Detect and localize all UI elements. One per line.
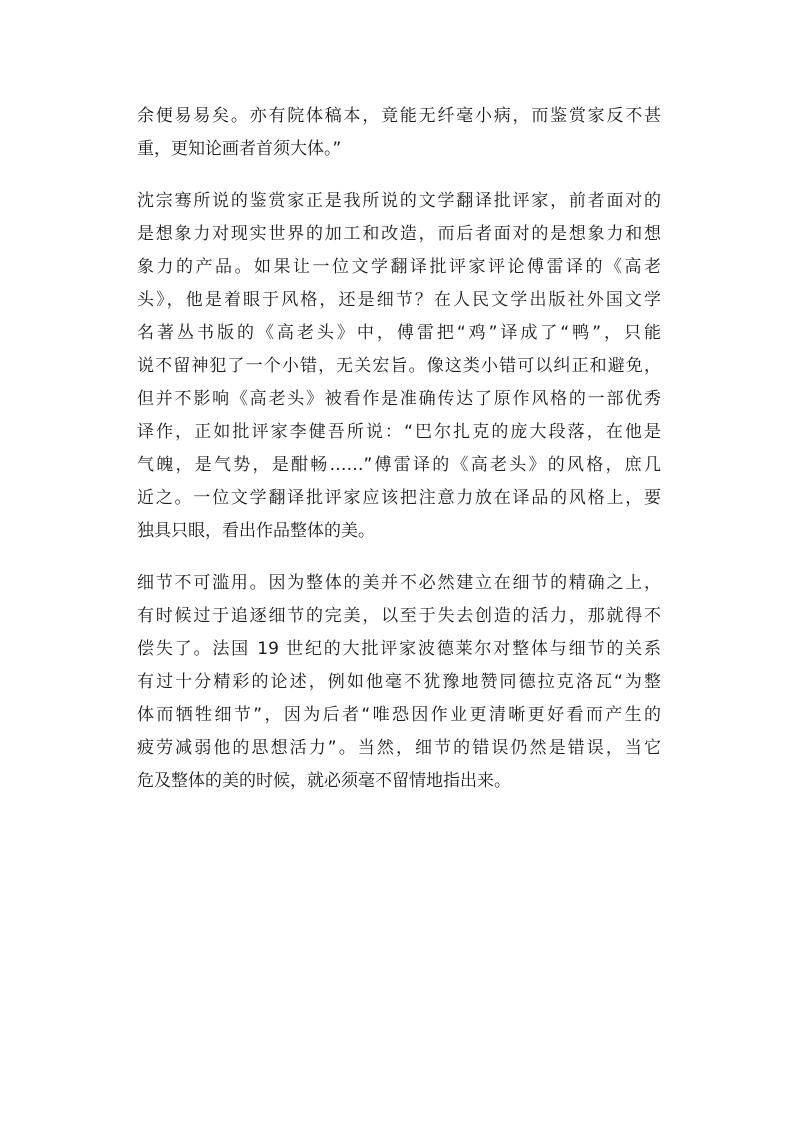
text-line: 译作，正如批评家李健吾所说：“巴尔扎克的庞大段落，在他是 <box>137 422 661 442</box>
document-body <box>137 100 661 817</box>
text-line: 沈宗骞所说的鉴赏家正是我所说的文学翻译批评家，前者面对的 <box>137 191 661 211</box>
text-line: 疲劳减弱他的思想活力”。当然，细节的错误仍然是错误，当它 <box>137 738 661 758</box>
text-line: 危及整体的美的时候，就必须毫不留情地指出来。 <box>137 771 511 791</box>
text-line: 体而牺牲细节”，因为后者“唯恐因作业更清晰更好看而产生的 <box>137 705 661 725</box>
text-line: 偿失了。法国 19 世纪的大批评家波德莱尔对整体与细节的关系 <box>137 639 661 659</box>
text-line: 重，更知论画者首须大体。” <box>137 139 342 159</box>
text-line: 独具只眼，看出作品整体的美。 <box>137 521 375 541</box>
text-line: 余便易易矣。亦有院体稿本，竟能无纤毫小病，而鉴赏家反不甚 <box>137 106 661 126</box>
text-line: 象力的产品。如果让一位文学翻译批评家评论傅雷译的《高老 <box>137 257 661 277</box>
text-line: 气魄，是气势，是酣畅……”傅雷译的《高老头》的风格，庶几 <box>137 455 661 475</box>
text-line: 有过十分精彩的论述，例如他毫不犹豫地赞同德拉克洛瓦“为整 <box>137 672 661 692</box>
text-line: 说不留神犯了一个小错，无关宏旨。像这类小错可以纠正和避免， <box>137 356 661 376</box>
text-line: 近之。一位文学翻译批评家应该把注意力放在译品的风格上，要 <box>137 488 661 508</box>
paragraph-2 <box>137 185 661 548</box>
paragraph-3 <box>137 567 661 798</box>
text-line: 头》，他是着眼于风格，还是细节？在人民文学出版社外国文学 <box>137 290 661 310</box>
text-line: 是想象力对现实世界的加工和改造，而后者面对的是想象力和想 <box>137 224 661 244</box>
text-line: 细节不可滥用。因为整体的美并不必然建立在细节的精确之上， <box>137 573 661 593</box>
text-line: 名著丛书版的《高老头》中，傅雷把“鸡”译成了“鸭”，只能 <box>137 323 661 343</box>
paragraph-1 <box>137 100 661 166</box>
text-line: 有时候过于追逐细节的完美，以至于失去创造的活力，那就得不 <box>137 606 661 626</box>
text-line: 但并不影响《高老头》被看作是准确传达了原作风格的一部优秀 <box>137 389 661 409</box>
